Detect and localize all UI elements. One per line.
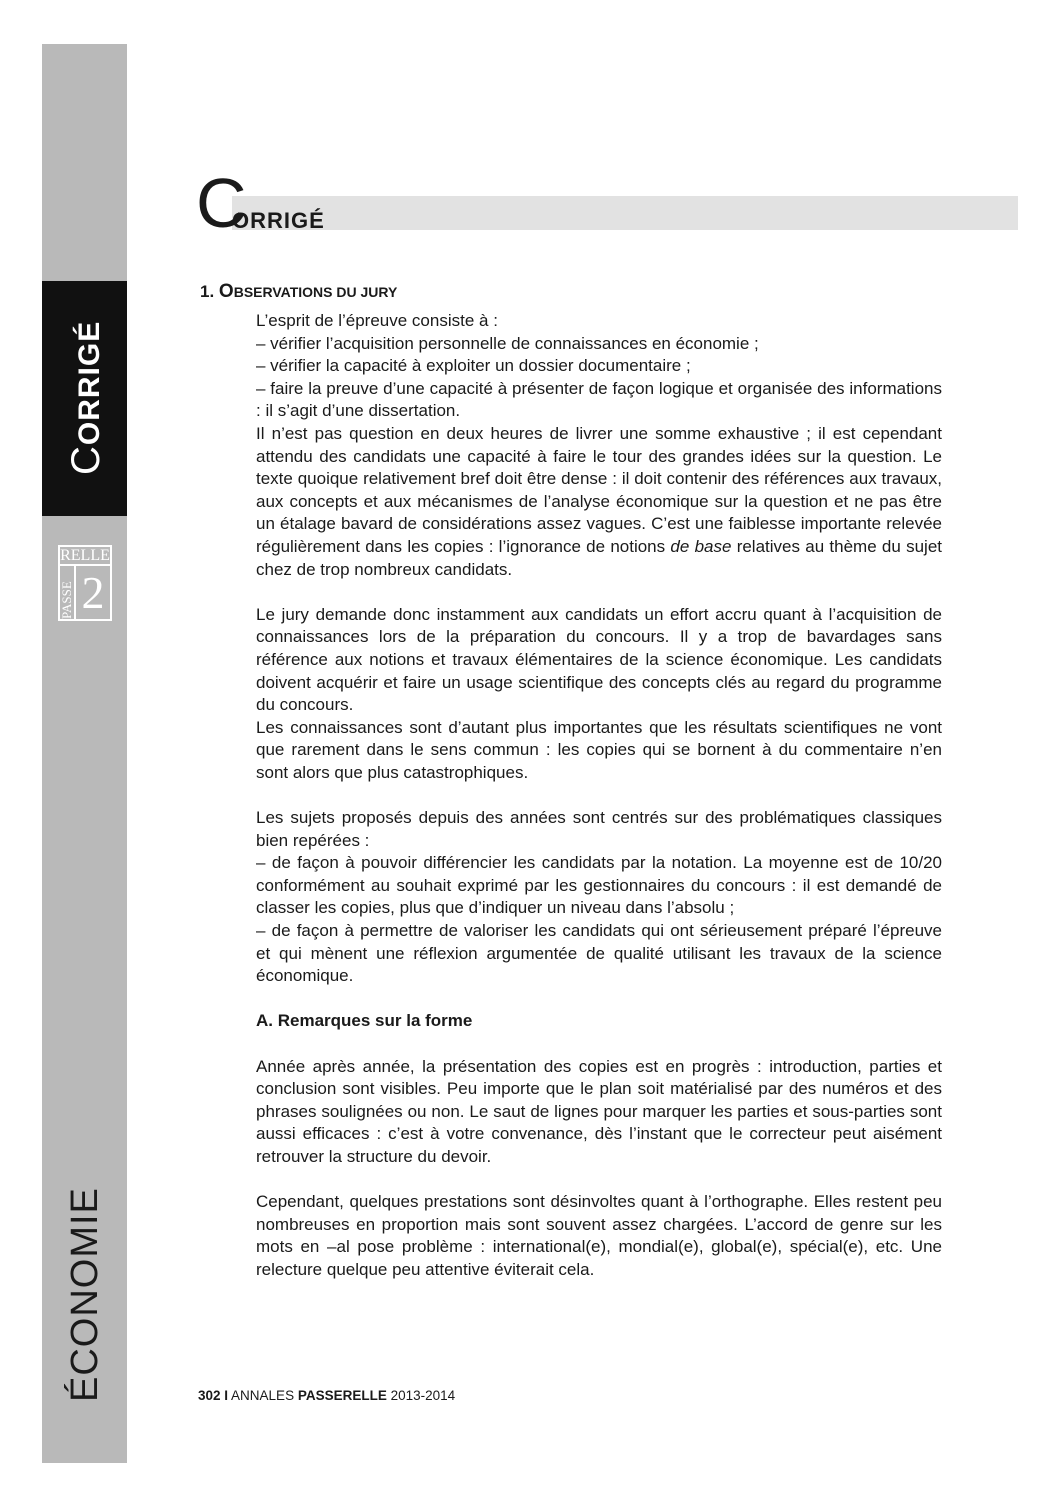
logo-number: 2 xyxy=(81,567,105,618)
heading-number: 1. xyxy=(200,282,215,301)
paragraph: – vérifier l’acquisition personnelle de connaissances en économie ; xyxy=(256,333,759,353)
paragraph: – de façon à pouvoir différencier les candidats par la notation. La moyenne est de 10/20 conformément au souhait exprimé par les gestionnaires du concours : il est demandé de classer les copies, plus que d’indiquer un niveau dans l’absolu ; xyxy=(256,853,942,918)
section-heading xyxy=(200,281,397,303)
sidebar-economie-label: ÉCONOMIE xyxy=(64,1187,106,1402)
paragraph: Le jury demande donc instamment aux candidats un effort accru quant à l’acquisition de connaissances lors de la préparation du concours. Il y a trop de bavardages sans référence aux notions et travaux élémentaires de la science économique. Les candidats doivent acquérir et faire un usage scientifique des concepts clés au regard du programme du concours. xyxy=(256,604,942,715)
title-band xyxy=(232,196,1018,230)
paragraph: Les sujets proposés depuis des années sont centrés sur des problématiques classiques bien repérées : xyxy=(256,808,942,850)
page-footer xyxy=(198,1388,455,1403)
paragraph: – faire la preuve d’une capacité à présenter de façon logique et organisée des informations : il s’agit d’une dissertation. xyxy=(256,378,942,421)
heading-initial: O xyxy=(218,281,234,302)
footer-brand: PASSERELLE xyxy=(297,1388,387,1403)
paragraph: Les connaissances sont d’autant plus importantes que les résultats scientifiques ne vont que rarement dans le sens commun : les copies qui se bornent à du commentaire n’en sont alors que plus catastrophiques. xyxy=(256,717,942,782)
page-number: 302 I xyxy=(198,1388,229,1403)
paragraph: – de façon à permettre de valoriser les candidats qui ont sérieusement préparé l’épreuve et qui mènent une réflexion argumentée de qualité utilisant les travaux de la science économique. xyxy=(256,921,942,986)
footer-years: 2013-2014 xyxy=(390,1388,456,1403)
page-title-initial: C xyxy=(196,164,247,242)
footer-annales: ANNALES xyxy=(231,1388,295,1403)
subsection-heading: A. Remarques sur la forme xyxy=(256,1011,473,1031)
paragraph: Cependant, quelques prestations sont désinvoltes quant à l’orthographe. Elles restent peu nombreuses en proportion mais sont souvent assez chargées. L’accord de genre sur les mots en –al pose problème : international(e), mondial(e), global(e), spécial(e), etc. Une relecture quelque peu attentive éviterait cela. xyxy=(256,1192,942,1279)
emphasis: de base xyxy=(670,536,732,556)
page-title: ORRIGÉ xyxy=(232,208,325,233)
sidebar-corrige-label xyxy=(64,321,109,475)
sidebar-corrige-rest: ORRIGÉ xyxy=(73,320,106,446)
paragraph xyxy=(256,423,942,581)
passerelle-logo xyxy=(58,545,112,621)
logo-side-text: PASSE xyxy=(59,581,74,619)
paragraph: L’esprit de l’épreuve consiste à : xyxy=(256,311,498,330)
paragraph-part: relatives au thème du sujet chez de trop nombreux candidats. xyxy=(256,536,942,579)
logo-side-box xyxy=(60,566,76,619)
paragraph: Année après année, la présentation des copies est en progrès : introduction, parties et conclusion sont visibles. Peu importe que le plan soit matérialisé par des numéros et des phrases soulignées ou non. Le saut de lignes pour marquer les parties et sous-parties sont aussi efficaces : c’est à votre convenance, dès l’instant que le correcteur peut aisément retrouver la structure du devoir. xyxy=(256,1056,942,1166)
paragraph: – vérifier la capacité à exploiter un dossier documentaire ; xyxy=(256,356,691,376)
heading-rest: BSERVATIONS DU JURY xyxy=(233,284,398,300)
body-text xyxy=(256,310,942,1282)
sidebar-corrige-initial: C xyxy=(64,445,108,475)
paragraph-part: Il n’est pas question en deux heures de livrer une somme exhaustive ; il est cependant attendu des candidats une capacité à faire le tour des grandes idées sur la question. Le texte quoique relativement bref doit être dense : il doit contenir des références aux travaux, aux concepts et aux mécanismes de l’analyse économique sur la question et ne pas être un étalage bavard de considérations assez vagues. C’est une faiblesse importante relevée régulièrement dans les copies : l’ignorance de notions xyxy=(256,423,942,556)
logo-top-text: RELLE xyxy=(60,547,110,564)
